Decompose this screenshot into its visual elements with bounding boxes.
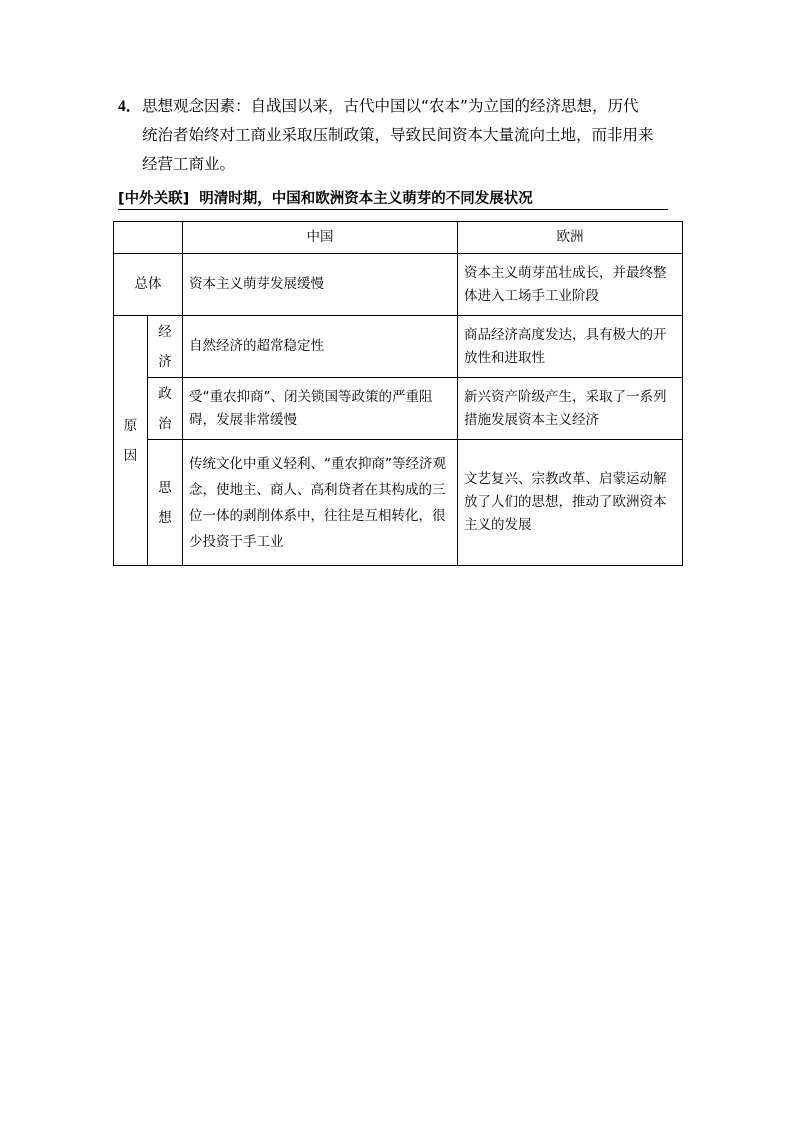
row-label-overall: 总体	[114, 254, 183, 316]
heading-title: 明清时期，中国和欧洲资本主义萌芽的不同发展状况	[199, 191, 533, 207]
cell-overall-europe: 资本主义萌芽茁壮成长，并最终整体进入工场手工业阶段	[458, 254, 683, 316]
cell-overall-china: 资本主义萌芽发展缓慢	[183, 254, 458, 316]
point-number: 4．	[118, 98, 142, 115]
header-empty-cell	[114, 222, 183, 254]
sub-label-char: 治	[158, 415, 172, 432]
table-row-thought	[114, 440, 683, 566]
comparison-table	[113, 221, 683, 566]
cell-economy-europe: 商品经济高度发达，具有极大的开放性和进取性	[458, 316, 683, 378]
sub-label-economy	[148, 316, 183, 378]
sub-label-politics	[148, 378, 183, 440]
point-text-line-2: 统治者始终对工商业采取压制政策，导致民间资本大量流向土地，而非用来	[142, 126, 654, 144]
numbered-point	[118, 92, 683, 179]
sub-label-char: 政	[158, 385, 172, 402]
sub-label-char: 想	[158, 509, 172, 526]
table-row-overall	[114, 254, 683, 316]
sub-label-char: 济	[158, 353, 172, 370]
cell-economy-china: 自然经济的超常稳定性	[183, 316, 458, 378]
reasons-label-char-1: 原	[123, 417, 138, 434]
cell-thought-china: 传统文化中重义轻利、“重农抑商”等经济观念，使地主、商人、高利贷者在其构成的三位一体的剥削体系中，往往是互相转化，很少投资于手工业	[183, 440, 458, 566]
table-row-politics	[114, 378, 683, 440]
reasons-label-char-2: 因	[123, 447, 138, 464]
cell-thought-europe: 文艺复兴、宗教改革、启蒙运动解放了人们的思想，推动了欧洲资本主义的发展	[458, 440, 683, 566]
table-header-row	[114, 222, 683, 254]
cell-politics-europe: 新兴资产阶级产生，采取了一系列措施发展资本主义经济	[458, 378, 683, 440]
section-heading	[118, 190, 668, 210]
heading-tag: [中外关联]	[118, 191, 190, 207]
point-text-line-3: 经营工商业。	[142, 155, 236, 173]
column-header-europe: 欧洲	[458, 222, 683, 254]
table-row-economy	[114, 316, 683, 378]
row-group-label-reasons	[114, 316, 148, 566]
point-text-line-1: 思想观念因素：自战国以来，古代中国以“农本”为立国的经济思想，历代	[142, 97, 639, 115]
sub-label-char: 经	[158, 323, 172, 340]
cell-politics-china: 受“重农抑商”、闭关锁国等政策的严重阻碍，发展非常缓慢	[183, 378, 458, 440]
column-header-china: 中国	[183, 222, 458, 254]
point-line-1	[118, 92, 683, 121]
sub-label-char: 思	[158, 479, 172, 496]
sub-label-thought	[148, 440, 183, 566]
